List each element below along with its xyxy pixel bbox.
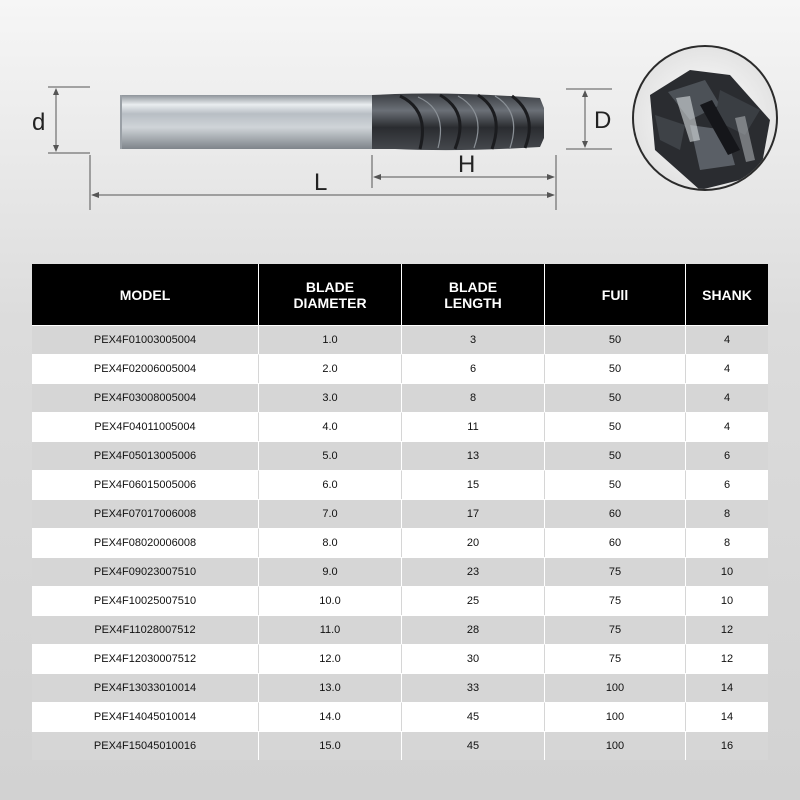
- cell-full-length: 100: [544, 702, 685, 731]
- h-label: H: [458, 151, 476, 178]
- cell-shank: 12: [685, 644, 768, 673]
- cell-shank: 4: [685, 325, 768, 354]
- d-label: d: [32, 109, 46, 136]
- cell-blade-length: 8: [401, 383, 544, 412]
- cell-blade-length: 17: [401, 499, 544, 528]
- cell-blade-diameter: 1.0: [258, 325, 401, 354]
- cell-blade-diameter: 6.0: [258, 470, 401, 499]
- cell-shank: 4: [685, 354, 768, 383]
- cell-full-length: 100: [544, 673, 685, 702]
- cell-shank: 14: [685, 673, 768, 702]
- cell-blade-length: 25: [401, 586, 544, 615]
- table-row: [32, 383, 768, 412]
- col-header-blade-diameter: BLADE DIAMETER: [258, 264, 401, 325]
- cell-blade-diameter: 13.0: [258, 673, 401, 702]
- cell-model: PEX4F08020006008: [32, 528, 258, 557]
- table-row: [32, 441, 768, 470]
- cell-full-length: 75: [544, 557, 685, 586]
- cell-shank: 4: [685, 383, 768, 412]
- cell-blade-length: 33: [401, 673, 544, 702]
- cell-blade-diameter: 4.0: [258, 412, 401, 441]
- shank: [120, 95, 372, 149]
- cell-model: PEX4F01003005004: [32, 325, 258, 354]
- cell-blade-length: 30: [401, 644, 544, 673]
- col-header-model: MODEL: [32, 264, 258, 325]
- table-row: [32, 354, 768, 383]
- end-mill-dimension-diagram: [0, 0, 800, 230]
- cell-blade-diameter: 10.0: [258, 586, 401, 615]
- cell-blade-diameter: 15.0: [258, 731, 401, 760]
- cell-full-length: 50: [544, 441, 685, 470]
- cell-model: PEX4F02006005004: [32, 354, 258, 383]
- table-row: [32, 470, 768, 499]
- cell-blade-length: 28: [401, 615, 544, 644]
- table-row: [32, 673, 768, 702]
- cell-shank: 16: [685, 731, 768, 760]
- cell-full-length: 75: [544, 586, 685, 615]
- cell-model: PEX4F03008005004: [32, 383, 258, 412]
- cell-full-length: 100: [544, 731, 685, 760]
- D-label: D: [594, 107, 612, 134]
- table-header-row: [32, 264, 768, 325]
- table-row: [32, 499, 768, 528]
- cell-blade-diameter: 12.0: [258, 644, 401, 673]
- cell-full-length: 50: [544, 325, 685, 354]
- cell-shank: 12: [685, 615, 768, 644]
- cell-shank: 4: [685, 412, 768, 441]
- cell-full-length: 50: [544, 383, 685, 412]
- col-header-full-length: FUll: [544, 264, 685, 325]
- cell-blade-diameter: 8.0: [258, 528, 401, 557]
- cell-blade-length: 45: [401, 702, 544, 731]
- cell-model: PEX4F15045010016: [32, 731, 258, 760]
- table-row: [32, 615, 768, 644]
- spec-table: [32, 264, 768, 760]
- cell-model: PEX4F07017006008: [32, 499, 258, 528]
- cell-full-length: 50: [544, 354, 685, 383]
- table-row: [32, 586, 768, 615]
- cell-shank: 6: [685, 441, 768, 470]
- end-mill-tool: [120, 94, 544, 151]
- cell-blade-length: 6: [401, 354, 544, 383]
- cell-blade-diameter: 14.0: [258, 702, 401, 731]
- cell-blade-length: 20: [401, 528, 544, 557]
- cell-model: PEX4F12030007512: [32, 644, 258, 673]
- cell-blade-diameter: 3.0: [258, 383, 401, 412]
- cell-full-length: 60: [544, 528, 685, 557]
- cell-shank: 10: [685, 557, 768, 586]
- cell-model: PEX4F11028007512: [32, 615, 258, 644]
- cell-blade-length: 3: [401, 325, 544, 354]
- table-row: [32, 731, 768, 760]
- cell-model: PEX4F06015005006: [32, 470, 258, 499]
- table-row: [32, 702, 768, 731]
- l-label: L: [314, 169, 328, 196]
- cell-blade-diameter: 11.0: [258, 615, 401, 644]
- d-dimension: [48, 87, 90, 153]
- cell-blade-diameter: 5.0: [258, 441, 401, 470]
- table-row: [32, 325, 768, 354]
- col-header-blade-length: BLADE LENGTH: [401, 264, 544, 325]
- cell-model: PEX4F09023007510: [32, 557, 258, 586]
- table-row: [32, 412, 768, 441]
- cell-shank: 8: [685, 528, 768, 557]
- cell-blade-length: 13: [401, 441, 544, 470]
- cell-full-length: 75: [544, 644, 685, 673]
- table-row: [32, 644, 768, 673]
- table-row: [32, 557, 768, 586]
- cell-model: PEX4F10025007510: [32, 586, 258, 615]
- cell-model: PEX4F04011005004: [32, 412, 258, 441]
- cell-blade-length: 45: [401, 731, 544, 760]
- cell-full-length: 75: [544, 615, 685, 644]
- cutter-tip-closeup: [633, 46, 777, 190]
- cell-blade-length: 11: [401, 412, 544, 441]
- cell-shank: 6: [685, 470, 768, 499]
- cell-shank: 14: [685, 702, 768, 731]
- cell-shank: 8: [685, 499, 768, 528]
- cell-model: PEX4F13033010014: [32, 673, 258, 702]
- cell-full-length: 60: [544, 499, 685, 528]
- cell-shank: 10: [685, 586, 768, 615]
- table-row: [32, 528, 768, 557]
- cell-blade-length: 23: [401, 557, 544, 586]
- cell-full-length: 50: [544, 470, 685, 499]
- cell-blade-diameter: 9.0: [258, 557, 401, 586]
- col-header-shank: SHANK: [685, 264, 768, 325]
- cell-model: PEX4F14045010014: [32, 702, 258, 731]
- cell-blade-diameter: 2.0: [258, 354, 401, 383]
- cell-full-length: 50: [544, 412, 685, 441]
- cell-blade-length: 15: [401, 470, 544, 499]
- cell-model: PEX4F05013005006: [32, 441, 258, 470]
- cell-blade-diameter: 7.0: [258, 499, 401, 528]
